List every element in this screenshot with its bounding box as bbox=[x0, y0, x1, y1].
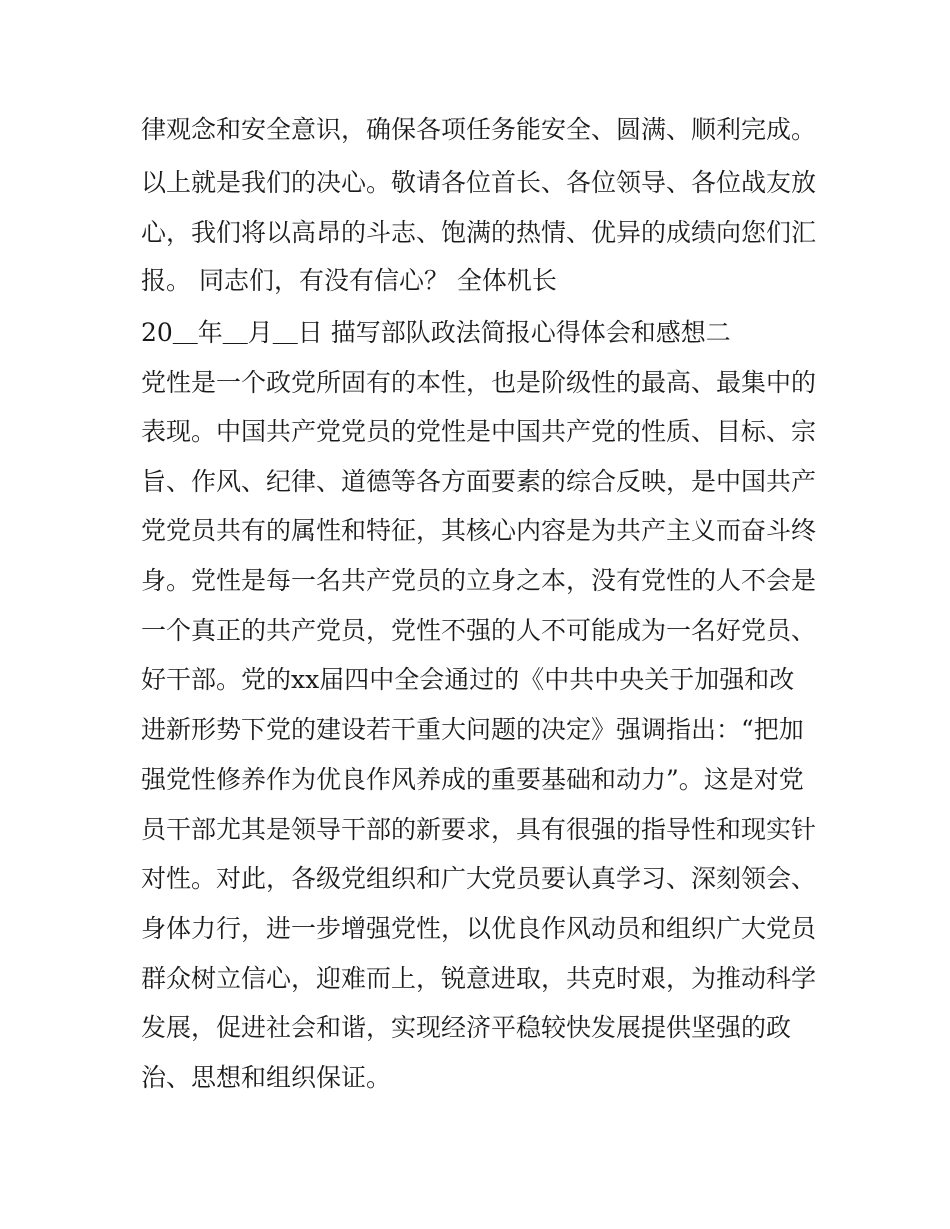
text-line: 党性是一个政党所固有的本性，也是阶级性的最高、最集中的 bbox=[141, 368, 817, 397]
text-line: 一个真正的共产党员，党性不强的人不可能成为一名好党员、 bbox=[141, 616, 817, 645]
text-line: 以上就是我们的决心。敬请各位首长、各位领导、各位战友放 bbox=[141, 168, 817, 197]
text-line: 报。 同志们，有没有信心？ 全体机长 bbox=[141, 266, 557, 295]
text-line: 发展，促进社会和谐，实现经济平稳较快发展提供坚强的政 bbox=[141, 1013, 792, 1042]
text-line: 律观念和安全意识，确保各项任务能安全、圆满、顺利完成。 bbox=[141, 115, 817, 144]
text-line: 强党性修养作为优良作风养成的重要基础和动力”。这是对党 bbox=[141, 765, 804, 794]
text-line: 表现。中国共产党党员的党性是中国共产党的性质、目标、宗 bbox=[141, 417, 817, 446]
text-line: 身体力行，进一步增强党性，以优良作风动员和组织广大党员 bbox=[141, 914, 817, 943]
text-line: 党党员共有的属性和特征，其核心内容是为共产主义而奋斗终 bbox=[141, 516, 817, 545]
text-line: 治、思想和组织保证。 bbox=[141, 1063, 392, 1092]
text-line: 20＿年＿月＿日 描写部队政法简报心得体会和感想二 bbox=[141, 318, 731, 347]
text-line: 员干部尤其是领导干部的新要求，具有很强的指导性和现实针 bbox=[141, 815, 817, 844]
text-line: 好干部。党的xx届四中全会通过的《中共中央关于加强和改 bbox=[141, 665, 795, 694]
text-line: 旨、作风、纪律、道德等各方面要素的综合反映，是中国共产 bbox=[141, 467, 817, 496]
text-line: 身。党性是每一名共产党员的立身之本，没有党性的人不会是 bbox=[141, 566, 817, 595]
text-line: 群众树立信心，迎难而上，锐意进取，共克时艰，为推动科学 bbox=[141, 964, 817, 993]
text-line: 进新形势下党的建设若干重大问题的决定》强调指出：“把加 bbox=[141, 715, 804, 744]
text-line: 心，我们将以高昂的斗志、饱满的热情、优异的成绩向您们汇 bbox=[141, 218, 817, 247]
text-line: 对性。对此，各级党组织和广大党员要认真学习、深刻领会、 bbox=[141, 864, 817, 893]
